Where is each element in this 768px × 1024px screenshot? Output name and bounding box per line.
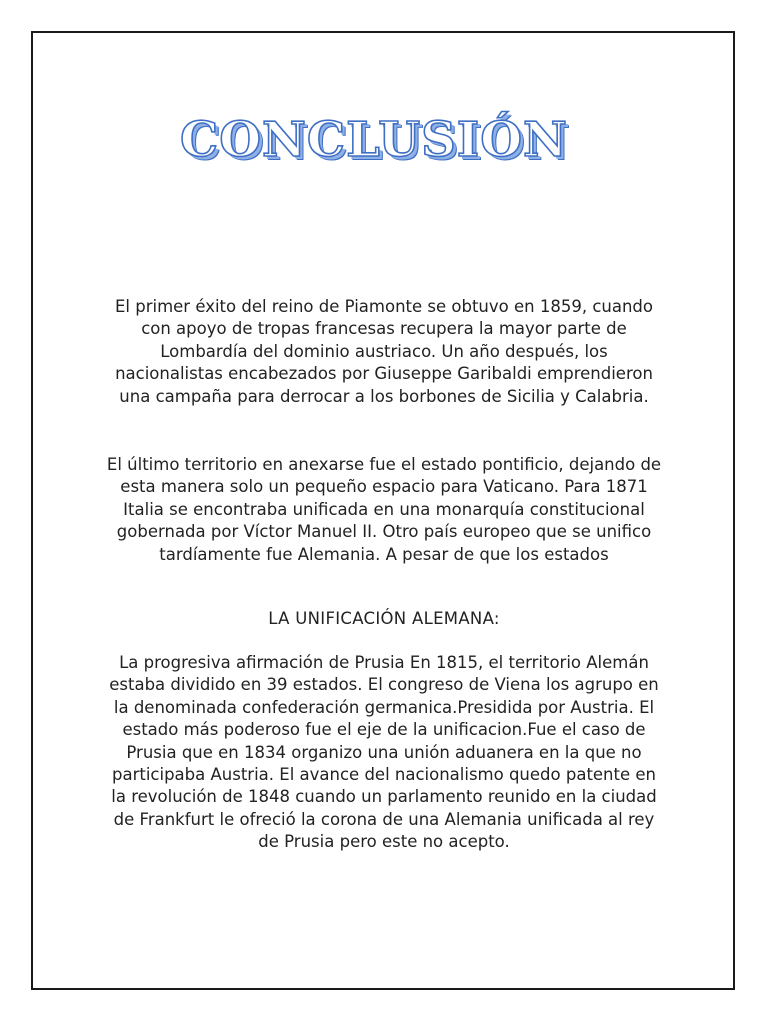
paragraph-2: El último territorio en anexarse fue el estado pontificio, dejando de esta manera solo un pequeño espacio para Vaticano. Para 1871 Italia se encontraba unificada en una monarquía constitucional gobernada por Víctor Manuel II. Otro país europeo que se unifico tardíamente fue Alemania. A pesar de que los estados [106, 455, 662, 564]
paragraph-3: La progresiva afirmación de Prusia En 1815, el territorio Alemán estaba dividido en 39 estados. El congreso de Viena los agrupo en la denominada confederación germanica.Presidida por Austria. El estado más poderoso fue el eje de la unificacion.Fue el caso de Prusia que en 1834 organizo una unión aduanera en la que no participaba Austria. El avance del nacionalismo quedo patente en la revolución de 1848 cuando un parlamento reunido en la ciudad de Frankfurt le ofreció la corona de una Alemania unificada al rey de Prusia pero este no acepto. [109, 653, 659, 852]
section-subtitle: LA UNIFICACIÓN ALEMANA: [268, 609, 500, 628]
paragraph-1: El primer éxito del reino de Piamonte se obtuvo en 1859, cuando con apoyo de tropas francesas recupera la mayor parte de Lombardía del dominio austriaco. Un año después, los nacionalistas encabezados por Giuseppe Garibaldi emprendieron una campaña para derrocar a los borbones de Sicilia y Calabria. [114, 297, 653, 406]
page-title: CONCLUSIÓN [180, 112, 568, 168]
